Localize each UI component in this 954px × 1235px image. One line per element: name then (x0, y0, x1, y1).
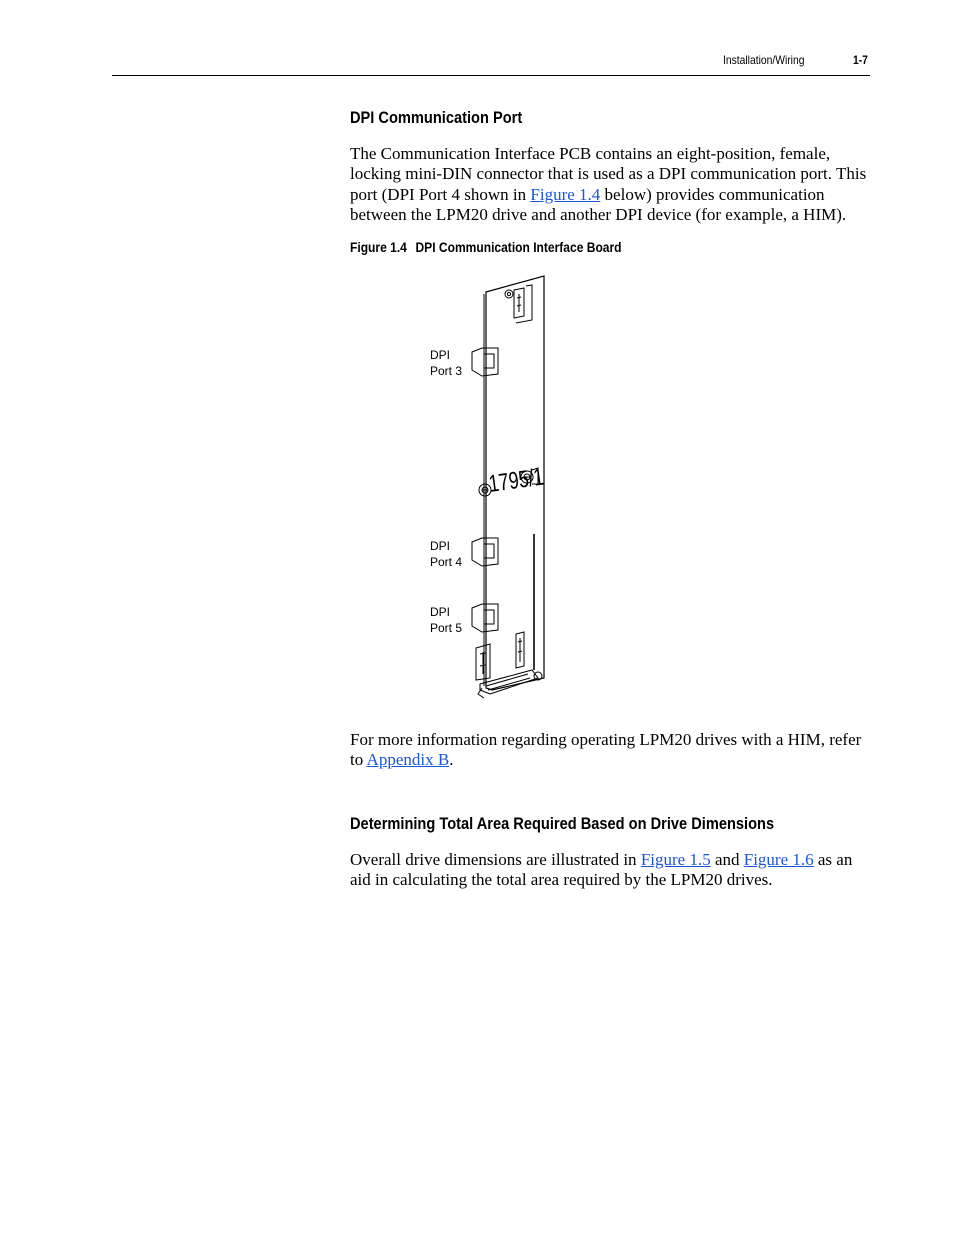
figure-caption (350, 239, 622, 255)
port-label-line: DPI (430, 348, 451, 362)
link-figure-1-4[interactable]: Figure 1.4 (530, 184, 601, 204)
running-header-section: Installation/Wiring (723, 53, 805, 67)
paragraph-text: Overall drive dimensions are illustrated in (350, 850, 641, 869)
section-heading-dpi-port: DPI Communication Port (350, 108, 523, 127)
section-heading-total-area: Determining Total Area Required Based on Drive Dimensions (350, 814, 775, 833)
paragraph-text: For more information regarding operating LPM20 drives with a HIM, refer to (350, 730, 862, 770)
paragraph-text: and (710, 850, 744, 869)
paragraph-total-area (350, 850, 870, 891)
paragraph-text: The Communication Interface PCB contains an eight-position, female, locking mini-DIN connector that is used as a DPI communication port. This port (DPI Port 4 shown in (350, 144, 867, 204)
dpi-port-4-connector (472, 538, 498, 566)
figure-title: DPI Communication Interface Board (415, 239, 622, 255)
paragraph-him-reference (350, 730, 870, 771)
paragraph-text: as an aid in calculating the total area required by the LPM20 drives. (350, 850, 853, 890)
paragraph-dpi-port (350, 144, 870, 226)
paragraph-text: below) provides communication between the LPM20 drive and another DPI device (for example, a HIM). (350, 184, 847, 225)
port-label-line: Port 3 (430, 364, 463, 378)
dpi-port-5-connector (472, 604, 498, 632)
link-appendix-b[interactable]: Appendix B (366, 750, 450, 770)
paragraph-text: . (449, 750, 454, 770)
top-connector (505, 285, 532, 323)
port-label-line: DPI (430, 605, 451, 619)
dpi-interface-board-illustration (420, 270, 560, 710)
header-rule (112, 75, 870, 76)
page-number: 1-7 (853, 53, 868, 67)
link-figure-1-5[interactable]: Figure 1.5 (640, 850, 711, 869)
link-figure-1-6[interactable]: Figure 1.6 (743, 850, 814, 869)
figure-label: Figure 1.4 (350, 239, 407, 255)
port-label-line: Port 4 (430, 555, 463, 569)
port-label-line: DPI (430, 539, 451, 553)
dpi-port-3-connector (472, 348, 498, 376)
port-label-line: Port 5 (430, 621, 463, 635)
board-marking: 1795/1 (487, 464, 546, 498)
